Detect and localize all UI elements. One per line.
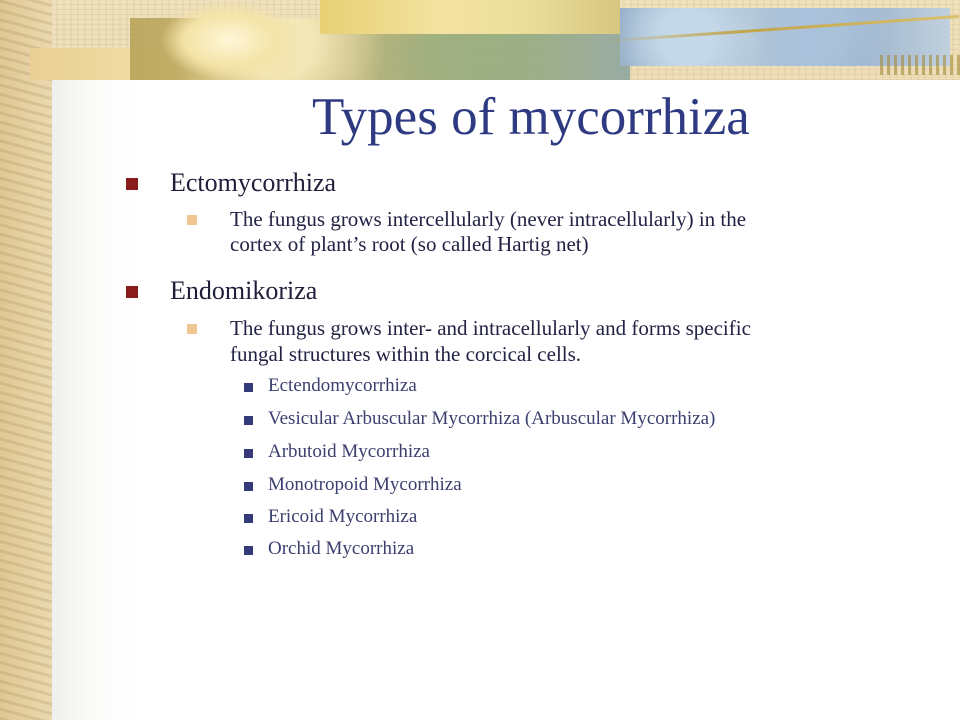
bullet-endo-description-line1: The fungus grows inter- and intracellularly and forms specific: [230, 316, 751, 340]
subtype-orchid: Orchid Mycorrhiza: [268, 538, 415, 559]
subtype-ectendomycorrhiza: Ectendomycorrhiza: [268, 375, 417, 396]
bullet-marker: [244, 482, 253, 491]
bullet-marker: [187, 215, 197, 225]
slide-title: Types of mycorrhiza: [312, 88, 750, 146]
bullet-ecto-description-line2: cortex of plant’s root (so called Hartig net): [230, 232, 589, 256]
bullet-endo-description-line2: fungal structures within the corcical cells.: [230, 342, 582, 366]
bullet-ectomycorrhiza: Ectomycorrhiza: [170, 168, 337, 197]
bullet-marker: [244, 383, 253, 392]
bullet-marker: [126, 286, 138, 298]
bullet-marker: [244, 514, 253, 523]
bullet-marker: [244, 449, 253, 458]
bullet-endomikoriza: Endomikoriza: [170, 276, 318, 305]
bullet-marker: [244, 546, 253, 555]
bullet-marker: [126, 178, 138, 190]
bullet-marker: [244, 416, 253, 425]
bullet-ecto-description-line1: The fungus grows intercellularly (never intracellularly) in the: [230, 207, 747, 231]
subtype-vesicular-arbuscular: Vesicular Arbuscular Mycorrhiza (Arbuscular Mycorrhiza): [268, 408, 716, 429]
subtype-arbutoid: Arbutoid Mycorrhiza: [268, 441, 430, 462]
subtype-ericoid: Ericoid Mycorrhiza: [268, 506, 418, 527]
bullet-marker: [187, 324, 197, 334]
subtype-monotropoid: Monotropoid Mycorrhiza: [268, 474, 462, 495]
